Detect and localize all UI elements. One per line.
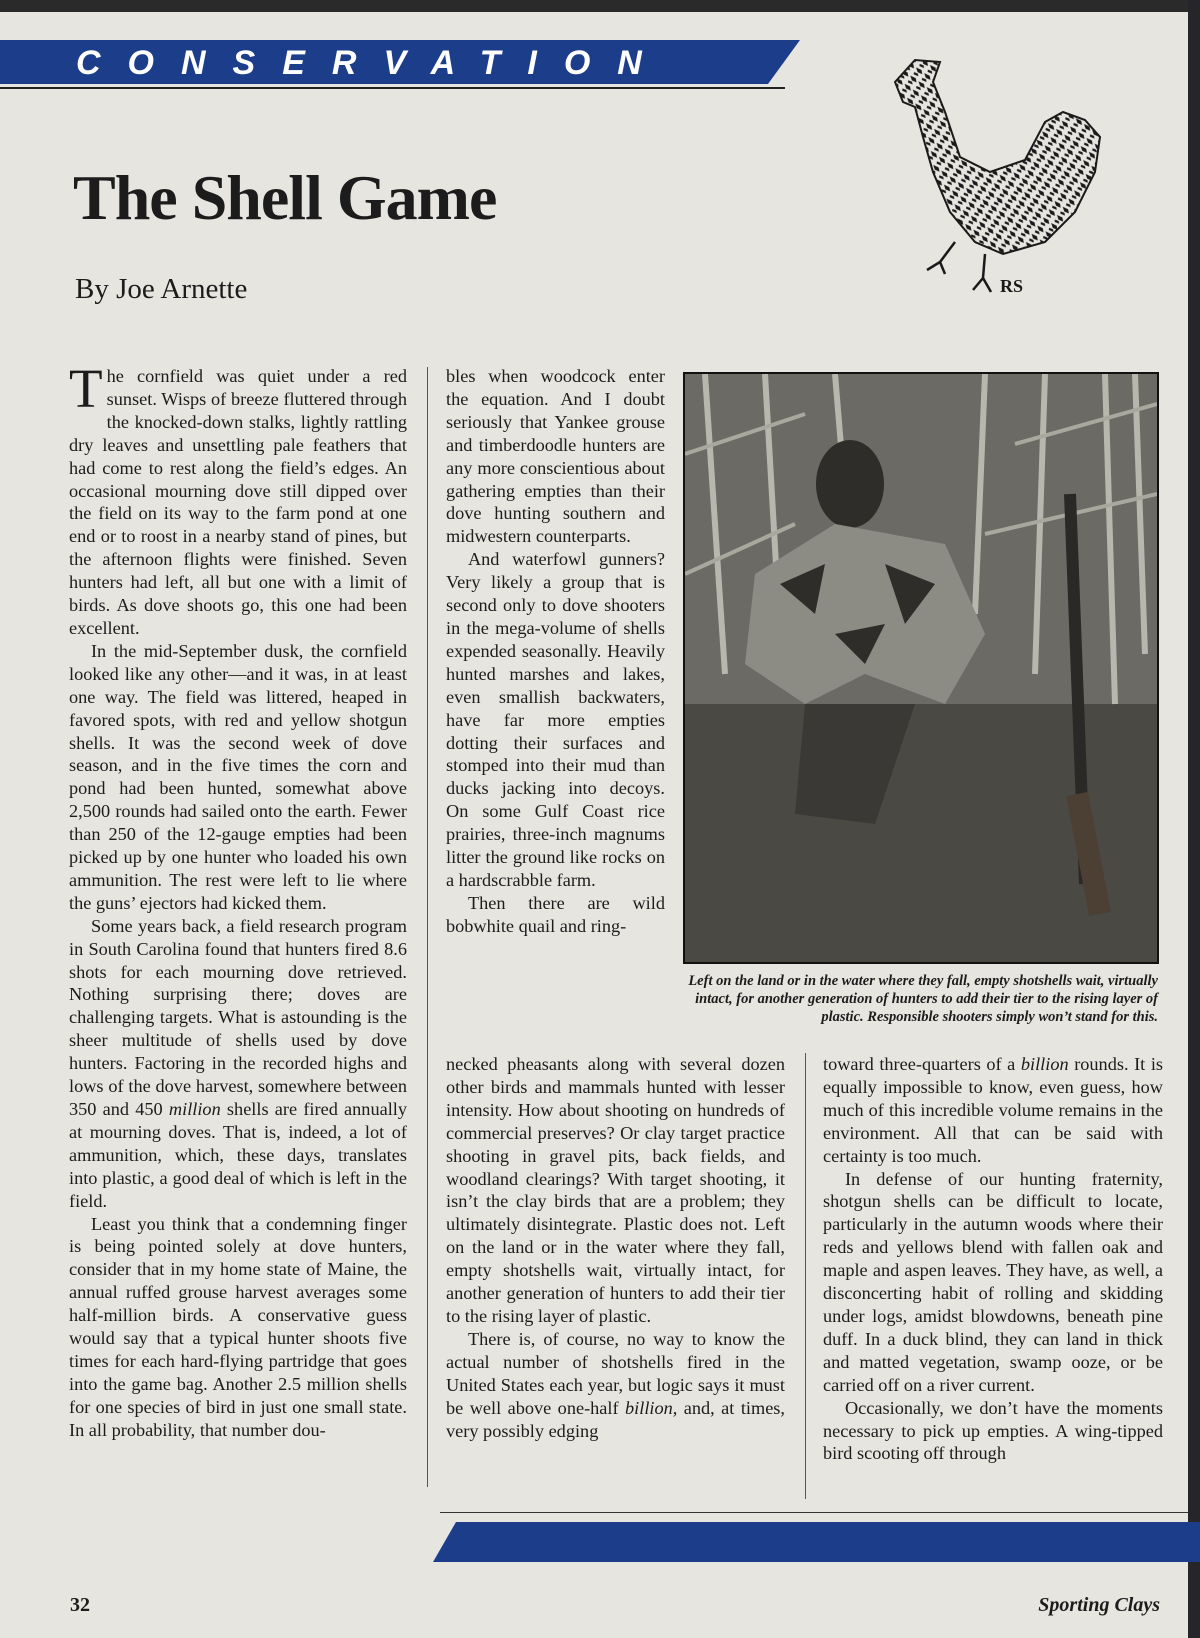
column-divider [427, 367, 428, 1487]
paragraph: necked pheasants along with several dozen other birds and mammals hunted with lesser intensity. How about shooting on hundreds of commercial preserves? Or clay target practice shooting in gravel pits, back fields, and woodland clearings? With target shooting, it isn’t the clay birds that are a problem; they ultimately disintegrate. Plastic does not. Left on the land or in the water where they fall, empty shotshells wait, virtually intact, for another generation of hunters to add their tier to the rising layer of plastic. [446, 1054, 785, 1326]
grouse-sketch-icon [885, 42, 1125, 312]
article-column-2-top [446, 365, 665, 938]
paragraph: Some years back, a field research program in South Carolina found that hunters fired 8.6 shots for each mourning dove retrieved. Nothing surprising there; doves are challenging targets. What is astounding is the sheer multitude of shells used by dove hunters. Factoring in the recorded highs and lows of the dove harvest, somewhere between 350 and 450 million shells are fired annually at mourning doves. That is, indeed, a lot of ammunition, which, these days, translates into plastic, a good deal of which is left in the field. [69, 915, 408, 1211]
column-divider [805, 1053, 806, 1499]
paragraph: Least you think that a condemning finger is being pointed solely at dove hunters, consider that in my home state of Maine, the annual ruffed grouse harvest averages some half-million birds. A conservative guess would say that a typical hunter shoots five times for each hard-flying partridge that goes into the game bag. Another 2.5 million shells for one species of bird in just one small state. In all probability, that number dou- [69, 1213, 407, 1440]
paragraph: Then there are wild bobwhite quail and ring- [446, 892, 665, 936]
paragraph: In the mid-September dusk, the cornfield looked like any other—and it was, in at least one way. The field was littered, heaped in favored spots, with red and yellow shotgun shells. It was the second week of dove season, and in the five times the corn and pond had been hunted, somewhat above 2,500 rounds had sailed onto the earth. Fewer than 250 of the 12-gauge empties had been picked up by one hunter who loaded his own ammunition. The rest were left to lie where the guns’ ejectors had kicked them. [69, 640, 407, 913]
magazine-name: Sporting Clays [1038, 1594, 1160, 1616]
paragraph: The cornfield was quiet under a red sunset. Wisps of breeze fluttered through the knocked-down stalks, lightly rattling dry leaves and unsettling pale feathers that had come to rest along the field’s edges. An occasional mourning dove still dipped over the field on its way to the farm pond at one end or to roost in a nearby stand of pines, but the afternoon flights were finished. Seven hunters had left, all but one with a limit of birds. As dove shoots go, this one had been excellent. [69, 358, 407, 638]
article-byline: By Joe Arnette [75, 273, 248, 305]
article-column-3 [823, 1053, 1163, 1465]
article-column-1 [69, 358, 408, 1442]
hunter-in-cornfield-photo [683, 372, 1159, 964]
drop-cap: T [69, 358, 103, 419]
section-label: CONSERVATION [76, 44, 669, 82]
paragraph: There is, of course, no way to know the actual number of shotshells fired in the United States each year, but logic says it must be well above one-half billion, and, at times, very possibly edging [446, 1328, 785, 1441]
scan-edge-right [1188, 0, 1200, 1638]
photo-artwork [685, 374, 1157, 962]
footer-rule [440, 1512, 1188, 1513]
paragraph: In defense of our hunting fraternity, shotgun shells can be difficult to locate, particularly in the autumn woods where their reds and yellows blend with fallen oak and maple and aspen leaves. They have, as well, a disconcerting habit of rolling and skidding under logs, amidst blowdowns, beneath pine duff. In a duck blind, they can land in thick and matted vegetation, swamp ooze, or be carried off on a river current. [823, 1168, 1163, 1395]
paragraph: toward three-quarters of a billion rounds. It is equally impossible to know, even guess, how much of this incredible volume remains in the environment. All that can be said with certainty is too much. [823, 1054, 1164, 1166]
footer-banner [433, 1522, 1200, 1562]
illustrator-signature: RS [1000, 276, 1024, 296]
article-title: The Shell Game [73, 162, 497, 233]
paragraph: Occasionally, we don’t have the moments necessary to pick up empties. A wing-tipped bird scooting off through [823, 1397, 1163, 1464]
page-number: 32 [70, 1594, 90, 1616]
scan-edge-top [0, 0, 1200, 12]
photo-caption: Left on the land or in the water where they fall, empty shotshells wait, virtually intact, for another generation of hunters to add their tier to the rising layer of plastic. Responsible shooters simply won’t stand for this. [688, 973, 1158, 1026]
paragraph: bles when woodcock enter the equation. And I doubt seriously that Yankee grouse and timberdoodle hunters are any more conscientious about gathering empties than their dove hunting southern and midwestern counterparts. [446, 366, 665, 547]
article-column-2-bottom [446, 1053, 785, 1442]
header-rule [0, 87, 785, 89]
paragraph: And waterfowl gunners? Very likely a group that is second only to dove shooters in the mega-volume of shells expended seasonally. Heavily hunted marshes and lakes, even smallish backwaters, have far more empties dotting their surfaces and stomped into their mud than ducks jacking into decoys. On some Gulf Coast rice prairies, three-inch magnums litter the ground like rocks on a hardscrabble farm. [446, 549, 665, 890]
